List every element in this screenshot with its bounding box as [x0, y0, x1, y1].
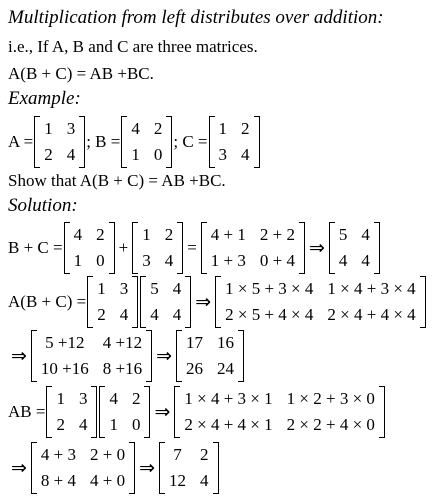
matrix-cell: 3: [218, 145, 227, 164]
intro-text: i.e., If A, B and C are three matrices.: [8, 37, 258, 56]
row4-matrix-b: [99, 386, 150, 438]
matrix-cell: 2: [164, 225, 174, 244]
matrix-cell: 8 +16: [102, 359, 143, 378]
row1-matrix-c: [132, 222, 183, 274]
matrix-cells: [165, 442, 213, 494]
matrix-cell: 1: [218, 119, 227, 138]
matrix-cell: 1: [97, 279, 106, 298]
matrix-cell: 2 + 2: [259, 225, 295, 244]
right-bracket: [129, 442, 135, 494]
matrix-cell: 17: [186, 333, 204, 352]
matrix-cell: 3: [78, 389, 88, 408]
solution-row-ab-result: [8, 442, 220, 494]
right-bracket: [79, 116, 85, 168]
row2-matrix-expanded: [215, 276, 426, 328]
row4-matrix-expanded: [174, 386, 385, 438]
matrix-cell: 1: [142, 225, 151, 244]
matrix-cell: 1 × 2 + 3 × 0: [286, 389, 375, 408]
matrix-cell: 4: [150, 305, 159, 324]
matrix-cell: 1 × 4 + 3 × 1: [184, 389, 273, 408]
identity-text: A(B + C) = AB +BC.: [8, 64, 154, 83]
matrix-cell: 0: [131, 415, 141, 434]
matrix-cell: 1 × 4 + 3 × 4: [327, 279, 416, 298]
right-bracket: [254, 116, 260, 168]
row1-equals: =: [187, 238, 197, 257]
matrix-cell: 7: [173, 445, 182, 464]
solution-heading: Solution:: [8, 195, 78, 216]
matrix-cell: 2: [200, 445, 209, 464]
right-bracket: [91, 386, 97, 438]
right-bracket: [374, 222, 380, 274]
right-bracket: [132, 276, 138, 328]
matrix-cell: 4: [200, 471, 209, 490]
row1-lhs: B + C =: [8, 238, 63, 257]
matrix-cell: 4: [361, 251, 370, 270]
matrix-cell: 3: [66, 119, 76, 138]
matrix-c: [209, 116, 260, 168]
right-bracket: [146, 330, 152, 382]
matrix-cell: 2: [153, 119, 163, 138]
matrix-cell: 1 × 5 + 3 × 4: [225, 279, 314, 298]
matrix-cell: 2: [96, 225, 105, 244]
solution-row-a-times-sum: [8, 276, 427, 328]
row4-matrix-a: [46, 386, 97, 438]
right-bracket: [238, 330, 244, 382]
right-bracket: [299, 222, 305, 274]
matrix-cell: 1: [131, 145, 140, 164]
matrix-cells: [180, 386, 379, 438]
matrix-cells: [37, 442, 129, 494]
matrix-cell: 16: [217, 333, 235, 352]
matrix-cell: 4: [361, 225, 370, 244]
matrix-cells: [146, 276, 185, 328]
matrix-cell: 4 + 1: [210, 225, 246, 244]
matrix-cell: 4: [172, 305, 182, 324]
matrix-cell: 1: [44, 119, 53, 138]
matrix-cell: 2 + 0: [90, 445, 126, 464]
right-bracket: [177, 222, 183, 274]
right-bracket: [109, 222, 115, 274]
row4-lhs: AB =: [8, 402, 46, 421]
matrix-cell: 2: [241, 119, 250, 138]
solution-row-ab: [8, 386, 386, 438]
matrix-cell: 0 + 4: [259, 251, 295, 270]
row4-arrow: ⇒: [154, 401, 171, 423]
matrix-cell: 4: [78, 415, 88, 434]
row3-arrow-2: ⇒: [156, 345, 173, 367]
row5-matrix-partial: [31, 442, 135, 494]
matrix-cells: [221, 276, 420, 328]
matrix-cells: [93, 276, 132, 328]
matrix-cells: [335, 222, 374, 274]
matrix-cell: 5 +12: [45, 333, 85, 352]
right-bracket: [144, 386, 150, 438]
row2-matrix-sum: [140, 276, 191, 328]
matrix-cell: 2 × 4 + 4 × 1: [184, 415, 273, 434]
label-a: A =: [8, 132, 34, 151]
matrix-cell: 2: [44, 145, 53, 164]
matrix-cell: 3: [119, 279, 129, 298]
matrix-cells: [182, 330, 238, 382]
matrix-cell: 10 +16: [40, 359, 89, 378]
row2-matrix-a: [87, 276, 138, 328]
matrix-cell: 8 + 4: [40, 471, 77, 490]
row5-arrow-2: ⇒: [139, 457, 156, 479]
row1-arrow: ⇒: [308, 237, 325, 259]
right-bracket: [420, 276, 426, 328]
matrix-cell: 4: [164, 251, 174, 270]
matrix-cell: 4 + 0: [90, 471, 126, 490]
matrix-cell: 2 × 4 + 4 × 4: [327, 305, 416, 324]
matrix-cells: [40, 116, 79, 168]
matrix-cells: [138, 222, 177, 274]
row1-matrix-b: [64, 222, 115, 274]
right-bracket: [379, 386, 385, 438]
solution-row-a-times-sum-result: [8, 330, 245, 382]
matrix-cell: 0: [96, 251, 105, 270]
row1-plus: +: [118, 238, 129, 257]
row2-arrow: ⇒: [195, 291, 212, 313]
matrix-cell: 0: [153, 145, 163, 164]
matrix-cell: 4: [131, 119, 140, 138]
label-b: ; B =: [86, 132, 121, 151]
row2-lhs: A(B + C) =: [8, 292, 87, 311]
solution-row-b-plus-c: [8, 222, 381, 274]
matrix-cell: 1: [73, 251, 83, 270]
row1-matrix-sum: [201, 222, 305, 274]
row5-matrix-result: [159, 442, 219, 494]
matrix-cell: 3: [142, 251, 151, 270]
matrix-cell: 26: [186, 359, 204, 378]
matrix-cell: 2 × 2 + 4 × 0: [286, 415, 375, 434]
matrix-cell: 4: [241, 145, 250, 164]
matrix-cell: 4: [109, 389, 118, 408]
matrix-cell: 2: [97, 305, 106, 324]
label-c: ; C =: [173, 132, 208, 151]
matrix-cell: 4: [119, 305, 129, 324]
matrix-cell: 4: [172, 279, 182, 298]
matrix-cell: 4: [66, 145, 76, 164]
matrix-cell: 5: [150, 279, 159, 298]
matrix-cell: 4 +12: [102, 333, 143, 352]
show-statement: Show that A(B + C) = AB +BC.: [8, 171, 226, 190]
matrix-cells: [70, 222, 109, 274]
matrix-cells: [37, 330, 146, 382]
row5-arrow: ⇒: [11, 457, 27, 479]
matrix-cell: 1: [109, 415, 118, 434]
matrix-cell: 1 + 3: [210, 251, 246, 270]
matrix-b: [121, 116, 172, 168]
example-heading: Example:: [8, 88, 81, 109]
matrix-cells: [215, 116, 254, 168]
matrix-cell: 2: [131, 389, 141, 408]
matrix-cell: 24: [217, 359, 235, 378]
matrix-cell: 4: [338, 251, 348, 270]
right-bracket: [166, 116, 172, 168]
matrix-cell: 4: [73, 225, 83, 244]
row3-arrow: ⇒: [11, 345, 27, 367]
matrix-a: [34, 116, 85, 168]
example-definitions: [8, 116, 261, 168]
row3-matrix-partial: [31, 330, 152, 382]
matrix-cell: 2 × 5 + 4 × 4: [225, 305, 314, 324]
matrix-cells: [52, 386, 91, 438]
matrix-cells: [105, 386, 144, 438]
matrix-cell: 5: [338, 225, 348, 244]
row1-matrix-result: [329, 222, 380, 274]
page-title: Multiplication from left distributes over addition:: [8, 7, 384, 28]
matrix-cells: [207, 222, 299, 274]
matrix-cell: 1: [56, 389, 65, 408]
matrix-cell: 12: [169, 471, 187, 490]
right-bracket: [213, 442, 219, 494]
row3-matrix-result: [176, 330, 244, 382]
matrix-cells: [127, 116, 166, 168]
matrix-cell: 4 + 3: [40, 445, 77, 464]
matrix-cell: 2: [56, 415, 65, 434]
right-bracket: [185, 276, 191, 328]
